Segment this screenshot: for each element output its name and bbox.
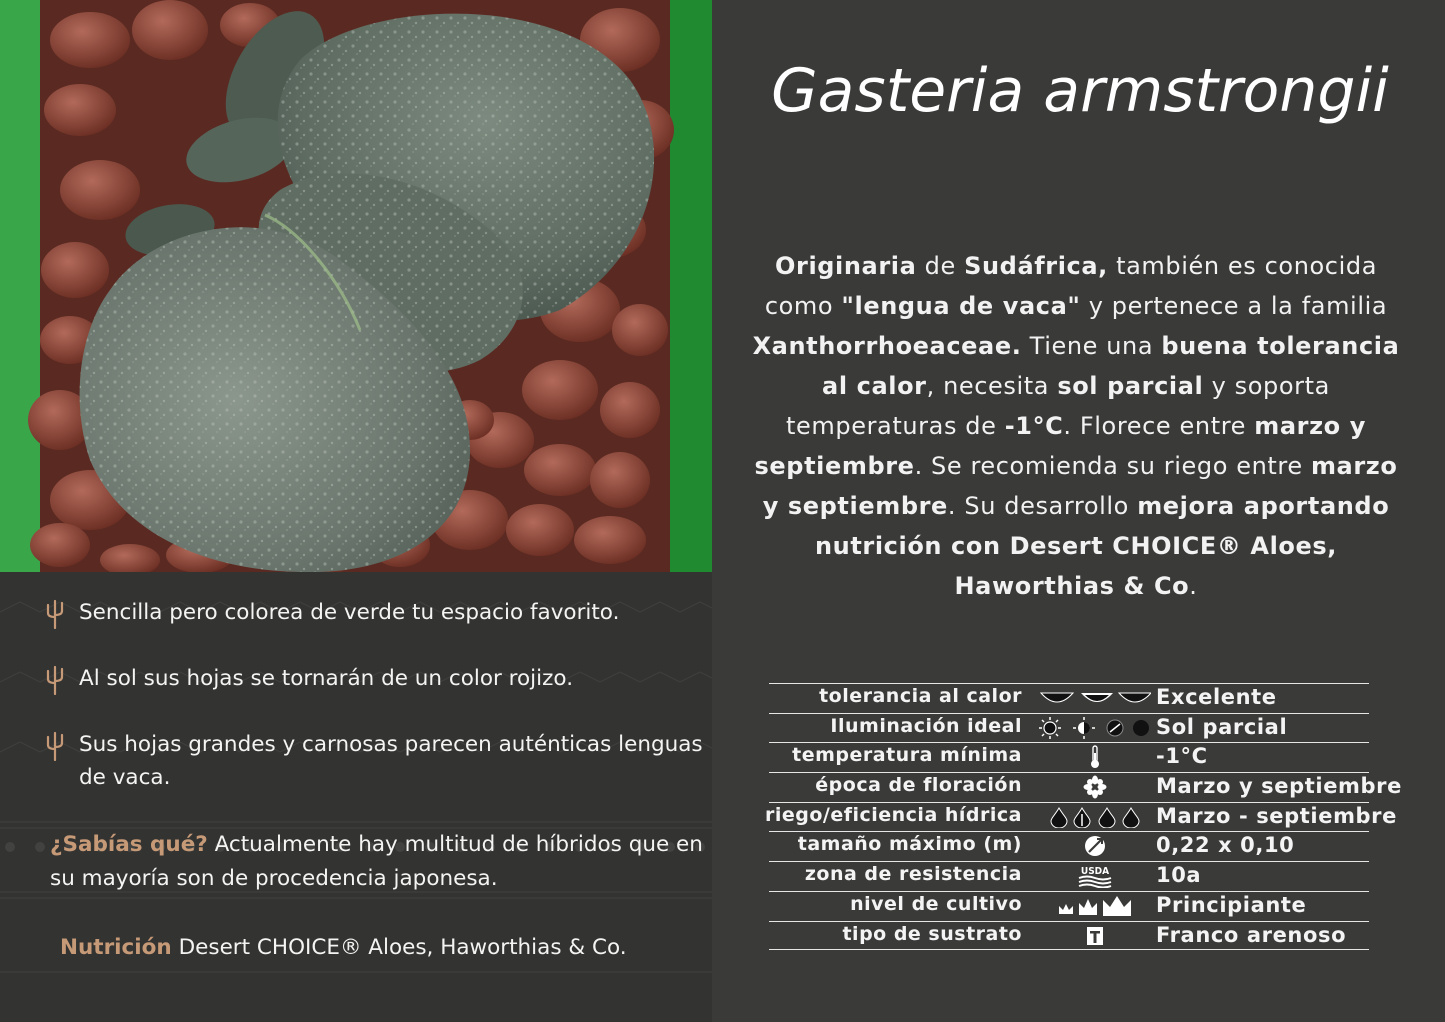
heat-tolerance-icon [1035,686,1155,710]
care-row [769,772,1402,802]
care-row-value: Sol parcial [1156,714,1288,739]
size-icon-icon [1035,834,1155,858]
sun-exposure-icon [1035,716,1155,740]
description-segment: . Se recomienda su riego entre [914,452,1311,480]
description-segment: Sudáfrica, [964,252,1108,280]
substrate-icon-icon [1035,924,1155,948]
description-segment: Xanthorrhoeaceae. [752,332,1022,360]
description-segment: y pertenece a la familia [1080,292,1388,320]
care-row-label: nivel de cultivo [850,892,1022,915]
nutrition-text: Desert CHOICE® Aloes, Haworthias & Co. [171,935,627,960]
care-row-value: Marzo y septiembre [1156,774,1402,799]
care-row [769,891,1369,921]
care-row [769,713,1369,743]
care-row-value: Marzo - septiembre [1156,803,1397,828]
care-row [769,683,1369,713]
description-segment: buena tolerancia al calor [822,332,1400,400]
description-segment: . Su desarrollo [947,492,1138,520]
crown-icon [1035,894,1155,918]
description-segment: mejora aportando nutrición con Desert CHOICE® Aloes, Haworthias & Co [814,492,1390,600]
nutrition-note [60,931,710,965]
did-you-know [50,828,710,896]
care-row-label: Iluminación ideal [830,714,1022,737]
plant-description [752,246,1400,606]
feature-bullet-1: Sencilla pero colorea de verde tu espacio favorito. [44,596,714,629]
thermometer-icon-icon [1035,745,1155,769]
care-row-value: Excelente [1156,685,1277,709]
care-row-label: riego/eficiencia hídrica [764,803,1022,826]
care-row-label: zona de resistencia [804,863,1022,886]
care-row-label: temperatura mínima [792,744,1022,767]
feature-bullet-3: Sus hojas grandes y carnosas parecen auténticas lenguas de vaca. [44,728,714,794]
care-row [769,861,1369,891]
care-row-value: -1°C [1156,744,1208,769]
feature-bullet-2: Al sol sus hojas se tornarán de un color rojizo. [44,662,714,695]
description-segment: de [916,252,965,280]
cactus-icon [44,665,66,695]
description-segment: , necesita [926,372,1058,400]
care-row [769,921,1369,951]
description-segment: sol parcial [1057,372,1204,400]
nutrition-lead: Nutrición [60,935,172,960]
description-segment: marzo y septiembre [762,452,1398,520]
description-segment: . Florece entre [1063,412,1255,440]
care-row-label: época de floración [815,774,1022,797]
did-you-know-text: Actualmente hay multitud de híbridos que en su mayoría son de procedencia japonesa. [50,832,703,891]
description-segment: Originaria [775,252,917,280]
description-segment: -1°C [1004,412,1064,440]
care-table [764,683,1402,950]
did-you-know-lead: ¿Sabías qué? [50,832,208,857]
care-row-label: tolerancia al calor [819,685,1022,707]
flower-icon-icon [1035,775,1155,799]
plant-photo [0,0,712,572]
care-row [764,802,1397,832]
plant-title: Gasteria armstrongii [771,56,1389,126]
description-segment: Tiene una [1021,332,1162,360]
care-row-value: 0,22 x 0,10 [1156,833,1295,858]
usda-icon-icon [1035,864,1155,888]
care-row-label: tamaño máximo (m) [797,833,1022,856]
care-row-value: Principiante [1156,892,1307,917]
svg-text:USDA: USDA [1080,866,1110,878]
care-row [769,742,1369,772]
cactus-icon [44,731,66,761]
description-segment: . [1189,572,1198,600]
care-row-label: tipo de sustrato [842,922,1022,945]
description-segment: también es conocida como [764,252,1377,320]
description-segment: marzo y septiembre [754,412,1366,480]
cactus-icon [44,599,66,629]
care-row-value: Franco arenoso [1156,922,1347,947]
care-row [769,831,1369,861]
care-row-value: 10a [1156,863,1202,888]
description-segment: y soporta temperaturas de [786,372,1330,440]
description-segment: "lengua de vaca" [841,292,1081,320]
water-drops-icon [1035,805,1155,829]
